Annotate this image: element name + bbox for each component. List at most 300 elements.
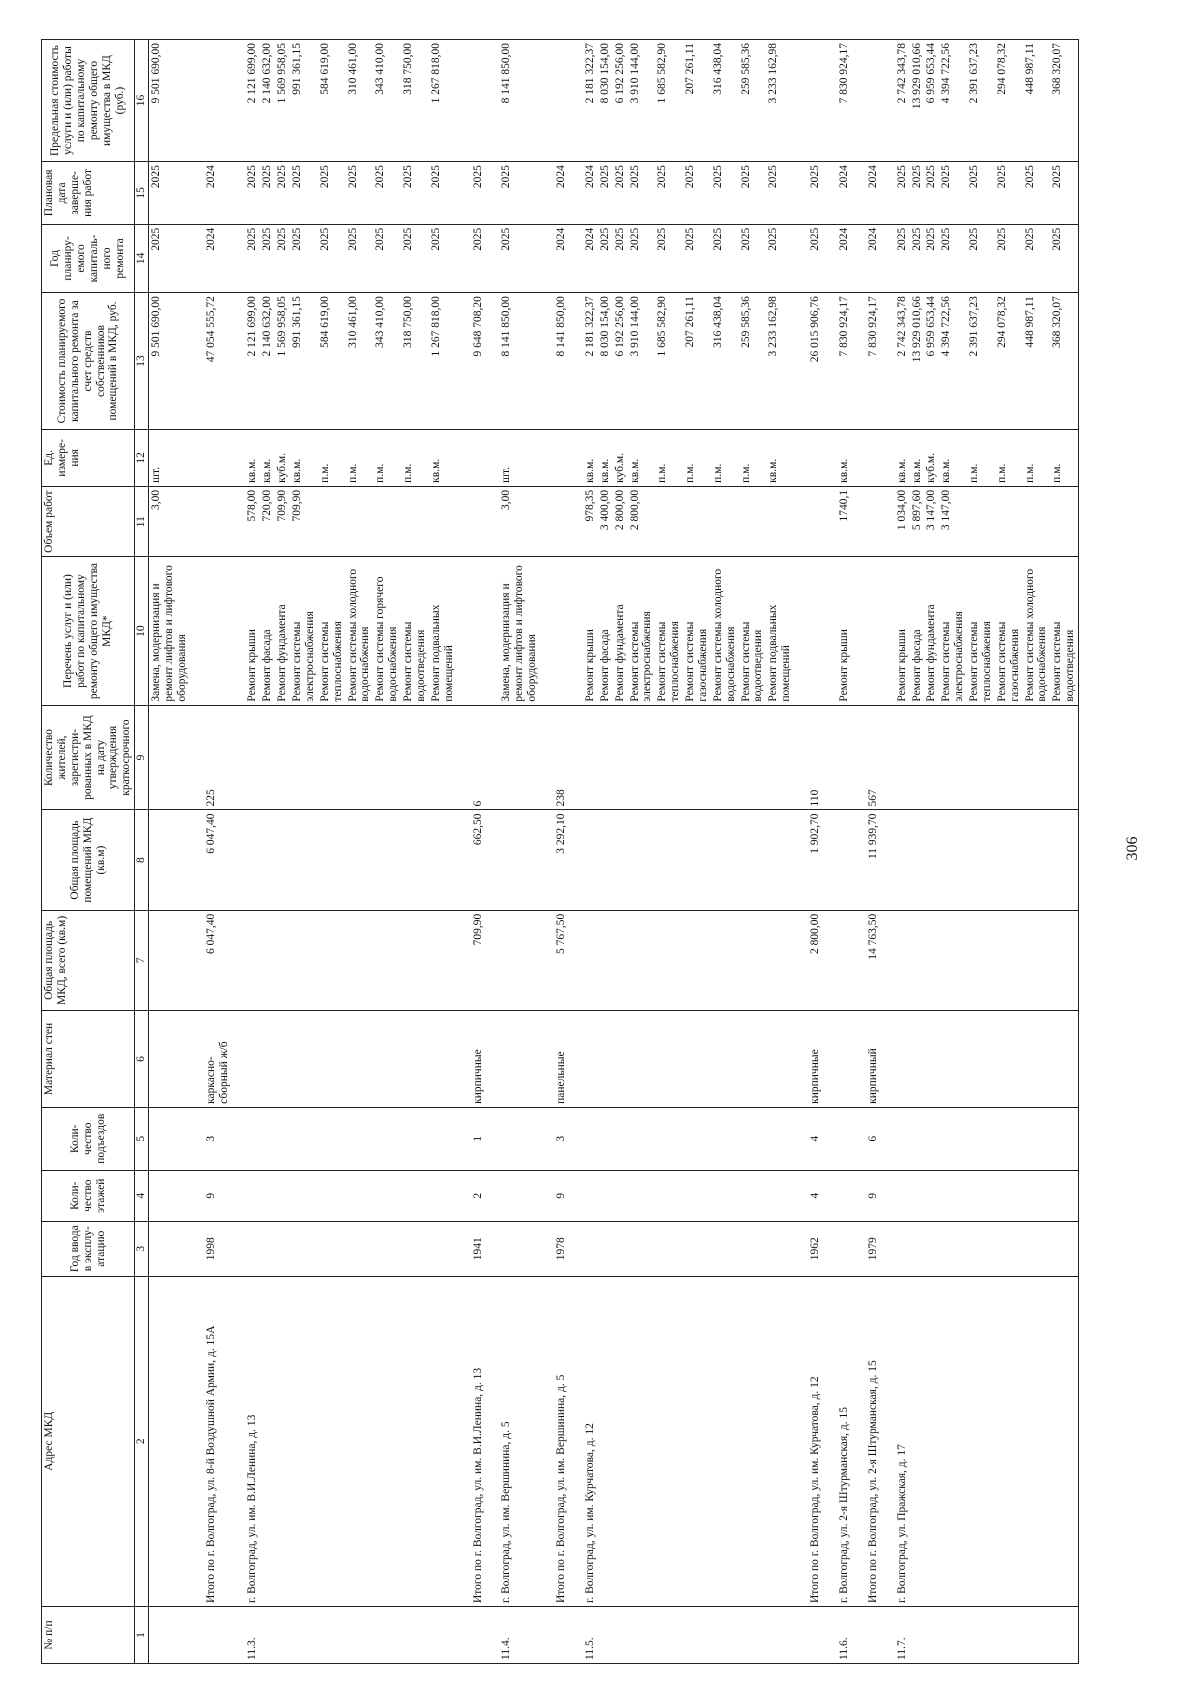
cell-col-15: 2025 — [995, 162, 1023, 225]
cell-col-12: шт. — [499, 429, 540, 486]
cell-col-11 — [346, 486, 374, 557]
spacer-cell — [823, 224, 837, 292]
cell-col-12: п.м. — [739, 429, 767, 486]
cell-col-1 — [290, 1607, 318, 1664]
table-row — [275, 40, 290, 1664]
cell-col-15: 2025 — [895, 162, 910, 225]
spacer-cell — [881, 1170, 895, 1221]
cell-col-11 — [808, 486, 823, 557]
cell-col-1 — [739, 1607, 767, 1664]
cell-col-10: Ремонт системы горячего водоснабжения — [373, 557, 401, 705]
header-cell: Год планиру-емого капиталь-ного ремонта — [42, 224, 135, 292]
spacer-cell — [540, 162, 554, 225]
cell-col-14: 2025 — [628, 224, 656, 292]
cell-col-11: 3 147,00 — [939, 486, 967, 557]
cell-col-10: Ремонт системы холодного водоснабжения — [711, 557, 739, 705]
cell-col-8 — [290, 810, 318, 910]
cell-col-16: 318 750,00 — [401, 40, 429, 162]
cell-col-11 — [995, 486, 1023, 557]
cell-col-1 — [204, 1607, 232, 1664]
spacer-cell — [485, 810, 499, 910]
cell-col-1 — [373, 1607, 401, 1664]
cell-col-11: 578,00 — [245, 486, 260, 557]
cell-col-7 — [149, 910, 190, 1010]
cell-col-6 — [275, 1011, 290, 1108]
cell-col-13: 368 320,07 — [1050, 293, 1078, 430]
cell-col-12: п.м. — [711, 429, 739, 486]
cell-col-16: 2 742 343,78 — [895, 40, 910, 162]
cell-col-1 — [1023, 1607, 1051, 1664]
cell-col-14: 2025 — [245, 224, 260, 292]
spacer-cell — [569, 1607, 583, 1664]
cell-col-2 — [613, 1276, 628, 1606]
cell-col-15: 2025 — [939, 162, 967, 225]
cell-col-5 — [260, 1107, 275, 1170]
cell-col-5 — [711, 1107, 739, 1170]
cell-col-5 — [655, 1107, 683, 1170]
cell-col-7 — [895, 910, 910, 1010]
header-cell: Коли-чество этажей — [42, 1170, 135, 1221]
spacer-cell — [231, 293, 245, 430]
spacer-cell — [485, 705, 499, 810]
cell-col-4 — [766, 1170, 794, 1221]
cell-col-6: кирпичный — [866, 1011, 881, 1108]
cell-col-4 — [373, 1170, 401, 1221]
spacer-cell — [881, 162, 895, 225]
cell-col-9 — [711, 705, 739, 810]
cell-col-3 — [1050, 1221, 1078, 1276]
spacer-cell — [569, 293, 583, 430]
spacer-cell — [823, 1221, 837, 1276]
cell-col-6 — [245, 1011, 260, 1108]
cell-col-13: 1 685 582,90 — [655, 293, 683, 430]
cell-col-3 — [655, 1221, 683, 1276]
cell-col-8 — [995, 810, 1023, 910]
cell-col-13: 4 394 722,56 — [939, 293, 967, 430]
cell-col-11: 1 034,00 — [895, 486, 910, 557]
cell-col-9 — [373, 705, 401, 810]
spacer-cell — [569, 486, 583, 557]
spacer-cell — [190, 293, 204, 430]
cell-col-3: 1979 — [866, 1221, 881, 1276]
cell-col-7 — [910, 910, 925, 1010]
cell-col-12: кв.м. — [628, 429, 656, 486]
cell-col-10: Ремонт крыши — [837, 557, 852, 705]
cell-col-5 — [598, 1107, 613, 1170]
cell-col-13: 3 233 162,98 — [766, 293, 794, 430]
cell-col-14: 2024 — [866, 224, 881, 292]
table-row — [260, 40, 275, 1664]
cell-col-8 — [1023, 810, 1051, 910]
cell-col-13: 991 361,15 — [290, 293, 318, 430]
spacer-cell — [569, 705, 583, 810]
cell-col-4 — [995, 1170, 1023, 1221]
cell-col-4 — [895, 1170, 910, 1221]
table-row — [583, 40, 598, 1664]
cell-col-13: 294 078,32 — [995, 293, 1023, 430]
spacer-cell — [540, 40, 554, 162]
cell-col-4 — [655, 1170, 683, 1221]
spacer-cell — [794, 810, 808, 910]
cell-col-11 — [866, 486, 881, 557]
cell-col-2 — [995, 1276, 1023, 1606]
cell-col-16: 294 078,32 — [995, 40, 1023, 162]
cell-col-7 — [613, 910, 628, 1010]
cell-col-7 — [1050, 910, 1078, 1010]
cell-col-5 — [290, 1107, 318, 1170]
spacer-cell — [794, 557, 808, 705]
cell-col-1: 11.6. — [837, 1607, 852, 1664]
spacer-cell — [190, 705, 204, 810]
cell-col-15: 2025 — [613, 162, 628, 225]
cell-col-16: 6 192 256,00 — [613, 40, 628, 162]
spacer-row — [794, 40, 808, 1664]
cell-col-2 — [766, 1276, 794, 1606]
cell-col-12: шт. — [149, 429, 190, 486]
spacer-cell — [485, 486, 499, 557]
cell-col-1 — [260, 1607, 275, 1664]
spacer-cell — [457, 1221, 471, 1276]
spacer-cell — [540, 224, 554, 292]
spacer-cell — [823, 1607, 837, 1664]
spacer-cell — [794, 1107, 808, 1170]
spacer-cell — [190, 1170, 204, 1221]
cell-col-11 — [683, 486, 711, 557]
cell-col-16: 4 394 722,56 — [939, 40, 967, 162]
cell-col-3 — [499, 1221, 540, 1276]
cell-col-9 — [628, 705, 656, 810]
header-cell: Ед. измере-ния — [42, 429, 135, 486]
cell-col-9 — [766, 705, 794, 810]
cell-col-14: 2025 — [995, 224, 1023, 292]
cell-col-14: 2025 — [429, 224, 457, 292]
header-cell: Коли-чество подъездов — [42, 1107, 135, 1170]
spacer-cell — [540, 705, 554, 810]
spacer-cell — [881, 224, 895, 292]
spacer-cell — [794, 429, 808, 486]
table-row — [613, 40, 628, 1664]
cell-col-13: 1 267 818,00 — [429, 293, 457, 430]
spacer-cell — [457, 40, 471, 162]
cell-col-12 — [204, 429, 232, 486]
cell-col-2 — [1023, 1276, 1051, 1606]
cell-col-9: 567 — [866, 705, 881, 810]
cell-col-7 — [837, 910, 852, 1010]
cell-col-13: 8 030 154,00 — [598, 293, 613, 430]
cell-col-1 — [995, 1607, 1023, 1664]
cell-col-9 — [655, 705, 683, 810]
spacer-cell — [794, 486, 808, 557]
cell-col-4: 9 — [554, 1170, 569, 1221]
cell-col-13: 1 569 958,05 — [275, 293, 290, 430]
column-number: 14 — [135, 224, 149, 292]
cell-col-12: п.м. — [401, 429, 429, 486]
cell-col-4 — [739, 1170, 767, 1221]
cell-col-4 — [939, 1170, 967, 1221]
cell-col-16: 343 410,00 — [373, 40, 401, 162]
cell-col-10 — [808, 557, 823, 705]
cell-col-7 — [318, 910, 346, 1010]
spacer-row — [540, 40, 554, 1664]
cell-col-6 — [895, 1011, 910, 1108]
cell-col-13: 26 015 906,76 — [808, 293, 823, 430]
cell-col-2 — [628, 1276, 656, 1606]
cell-col-10: Ремонт подвальных помещений — [766, 557, 794, 705]
table-row — [655, 40, 683, 1664]
cell-col-8 — [655, 810, 683, 910]
cell-col-7: 6 047,40 — [204, 910, 232, 1010]
column-number: 8 — [135, 810, 149, 910]
cell-col-4 — [149, 1170, 190, 1221]
cell-col-6 — [628, 1011, 656, 1108]
cell-col-4 — [583, 1170, 598, 1221]
table-row — [1023, 40, 1051, 1664]
spacer-cell — [823, 429, 837, 486]
cell-col-13: 3 910 144,00 — [628, 293, 656, 430]
cell-col-13: 47 054 555,72 — [204, 293, 232, 430]
cell-col-5 — [837, 1107, 852, 1170]
cell-col-3 — [995, 1221, 1023, 1276]
cell-col-12: куб.м. — [275, 429, 290, 486]
spacer-cell — [485, 40, 499, 162]
cell-col-8 — [683, 810, 711, 910]
spacer-cell — [457, 1170, 471, 1221]
cell-col-9 — [739, 705, 767, 810]
cell-col-16: 310 461,00 — [346, 40, 374, 162]
cell-col-9 — [1023, 705, 1051, 810]
cell-col-15: 2025 — [290, 162, 318, 225]
table-row — [401, 40, 429, 1664]
cell-col-10: Ремонт фасада — [910, 557, 925, 705]
spacer-cell — [540, 1607, 554, 1664]
cell-col-9 — [910, 705, 925, 810]
cell-col-8 — [910, 810, 925, 910]
cell-col-16: 7 830 924,17 — [837, 40, 852, 162]
cell-col-16: 13 929 010,66 — [910, 40, 925, 162]
cell-col-16: 8 030 154,00 — [598, 40, 613, 162]
spacer-cell — [569, 224, 583, 292]
spacer-cell — [190, 429, 204, 486]
cell-col-16: 1 569 958,05 — [275, 40, 290, 162]
cell-col-9 — [924, 705, 939, 810]
spacer-cell — [457, 557, 471, 705]
cell-col-9 — [837, 705, 852, 810]
cell-col-10: Ремонт системы электроснабжения — [939, 557, 967, 705]
table-row — [837, 40, 852, 1664]
cell-col-6 — [401, 1011, 429, 1108]
cell-col-16: 368 320,07 — [1050, 40, 1078, 162]
cell-col-8 — [275, 810, 290, 910]
cell-col-9 — [895, 705, 910, 810]
cell-col-8: 11 939,70 — [866, 810, 881, 910]
cell-col-9 — [290, 705, 318, 810]
table-row — [683, 40, 711, 1664]
table-row — [924, 40, 939, 1664]
cell-col-2 — [711, 1276, 739, 1606]
spacer-cell — [190, 224, 204, 292]
cell-col-13: 2 742 343,78 — [895, 293, 910, 430]
cell-col-16: 6 959 653,44 — [924, 40, 939, 162]
cell-col-2 — [967, 1276, 995, 1606]
cell-col-1 — [683, 1607, 711, 1664]
cell-col-7 — [711, 910, 739, 1010]
table-row — [149, 40, 190, 1664]
spacer-cell — [457, 705, 471, 810]
cell-col-6: панельные — [554, 1011, 569, 1108]
cell-col-14: 2025 — [275, 224, 290, 292]
header-cell: Общая площадь помещений МКД (кв.м) — [42, 810, 135, 910]
cell-col-1: 11.5. — [583, 1607, 598, 1664]
cell-col-4 — [967, 1170, 995, 1221]
cell-col-8 — [346, 810, 374, 910]
cell-col-7 — [373, 910, 401, 1010]
spacer-cell — [231, 1276, 245, 1606]
cell-col-4 — [910, 1170, 925, 1221]
cell-col-2: Итого по г. Волгоград, ул. им. Вершинина, д. 5 — [554, 1276, 569, 1606]
header-row — [42, 40, 135, 1664]
cell-col-6 — [924, 1011, 939, 1108]
spacer-cell — [485, 1276, 499, 1606]
cell-col-10: Ремонт фундамента — [924, 557, 939, 705]
cell-col-3 — [924, 1221, 939, 1276]
cell-col-14: 2025 — [318, 224, 346, 292]
cell-col-12: кв.м. — [910, 429, 925, 486]
cell-col-4 — [401, 1170, 429, 1221]
cell-col-9 — [149, 705, 190, 810]
spacer-cell — [823, 1107, 837, 1170]
spacer-cell — [457, 1011, 471, 1108]
cell-col-6: каркасно-сборный ж/б — [204, 1011, 232, 1108]
table-row — [245, 40, 260, 1664]
cell-col-5 — [739, 1107, 767, 1170]
cell-col-14: 2025 — [967, 224, 995, 292]
cell-col-13: 2 391 637,23 — [967, 293, 995, 430]
cell-col-13: 343 410,00 — [373, 293, 401, 430]
cell-col-1 — [939, 1607, 967, 1664]
cell-col-5: 4 — [808, 1107, 823, 1170]
cell-col-11: 709,90 — [275, 486, 290, 557]
cell-col-15: 2025 — [910, 162, 925, 225]
cell-col-5 — [346, 1107, 374, 1170]
spacer-cell — [190, 557, 204, 705]
cell-col-7 — [1023, 910, 1051, 1010]
cell-col-7 — [766, 910, 794, 1010]
cell-col-11: 720,00 — [260, 486, 275, 557]
cell-col-12: п.м. — [1050, 429, 1078, 486]
table-row — [318, 40, 346, 1664]
cell-col-8 — [766, 810, 794, 910]
cell-col-3: 1941 — [471, 1221, 486, 1276]
cell-col-12: кв.м. — [583, 429, 598, 486]
cell-col-16: 2 181 322,37 — [583, 40, 598, 162]
cell-col-1 — [711, 1607, 739, 1664]
cell-col-12: кв.м. — [837, 429, 852, 486]
cell-col-2 — [429, 1276, 457, 1606]
cell-col-5 — [895, 1107, 910, 1170]
cell-col-10: Ремонт фундамента — [275, 557, 290, 705]
spacer-row — [569, 40, 583, 1664]
cell-col-7 — [260, 910, 275, 1010]
cell-col-12: кв.м. — [766, 429, 794, 486]
cell-col-16: 991 361,15 — [290, 40, 318, 162]
cell-col-13: 584 619,00 — [318, 293, 346, 430]
cell-col-2: г. Волгоград, ул. Пражская, д. 17 — [895, 1276, 910, 1606]
cell-col-11: 5 897,60 — [910, 486, 925, 557]
cell-col-1 — [149, 1607, 190, 1664]
cell-col-14: 2025 — [290, 224, 318, 292]
cell-col-5 — [245, 1107, 260, 1170]
cell-col-5 — [373, 1107, 401, 1170]
cell-col-8: 662,50 — [471, 810, 486, 910]
cell-col-7: 709,90 — [471, 910, 486, 1010]
cell-col-10: Ремонт системы водоотведения — [739, 557, 767, 705]
cell-col-15: 2025 — [766, 162, 794, 225]
column-number: 2 — [135, 1276, 149, 1606]
cell-col-6 — [683, 1011, 711, 1108]
cell-col-13: 7 830 924,17 — [837, 293, 852, 430]
spacer-cell — [485, 910, 499, 1010]
total-row — [554, 40, 569, 1664]
spacer-cell — [540, 486, 554, 557]
cell-col-15: 2025 — [275, 162, 290, 225]
cell-col-1 — [655, 1607, 683, 1664]
cell-col-15: 2025 — [808, 162, 823, 225]
cell-col-2 — [939, 1276, 967, 1606]
cell-col-5 — [429, 1107, 457, 1170]
spacer-cell — [794, 293, 808, 430]
spacer-cell — [852, 1276, 866, 1606]
spacer-cell — [231, 1011, 245, 1108]
spacer-cell — [231, 486, 245, 557]
spacer-cell — [190, 1607, 204, 1664]
cell-col-9 — [995, 705, 1023, 810]
cell-col-12 — [554, 429, 569, 486]
spacer-cell — [231, 810, 245, 910]
spacer-cell — [823, 557, 837, 705]
cell-col-2 — [401, 1276, 429, 1606]
cell-col-12: кв.м. — [260, 429, 275, 486]
cell-col-3 — [149, 1221, 190, 1276]
cell-col-9: 110 — [808, 705, 823, 810]
spacer-cell — [881, 1011, 895, 1108]
cell-col-12: п.м. — [318, 429, 346, 486]
cell-col-1 — [613, 1607, 628, 1664]
cell-col-3 — [628, 1221, 656, 1276]
cell-col-8 — [260, 810, 275, 910]
header-cell: Материал стен — [42, 1011, 135, 1108]
cell-col-8: 6 047,40 — [204, 810, 232, 910]
spacer-cell — [569, 1221, 583, 1276]
cell-col-15: 2024 — [204, 162, 232, 225]
spacer-cell — [540, 1011, 554, 1108]
cell-col-10: Ремонт системы электроснабжения — [290, 557, 318, 705]
cell-col-12: п.м. — [683, 429, 711, 486]
cell-col-16: 207 261,11 — [683, 40, 711, 162]
cell-col-15: 2025 — [1050, 162, 1078, 225]
cell-col-3 — [895, 1221, 910, 1276]
cell-col-5 — [967, 1107, 995, 1170]
cell-col-1 — [910, 1607, 925, 1664]
cell-col-8 — [967, 810, 995, 910]
cell-col-13: 448 987,11 — [1023, 293, 1051, 430]
cell-col-12: п.м. — [655, 429, 683, 486]
table-row — [290, 40, 318, 1664]
cell-col-12: п.м. — [346, 429, 374, 486]
cell-col-7 — [628, 910, 656, 1010]
cell-col-3 — [967, 1221, 995, 1276]
cell-col-5 — [1023, 1107, 1051, 1170]
spacer-row — [231, 40, 245, 1664]
